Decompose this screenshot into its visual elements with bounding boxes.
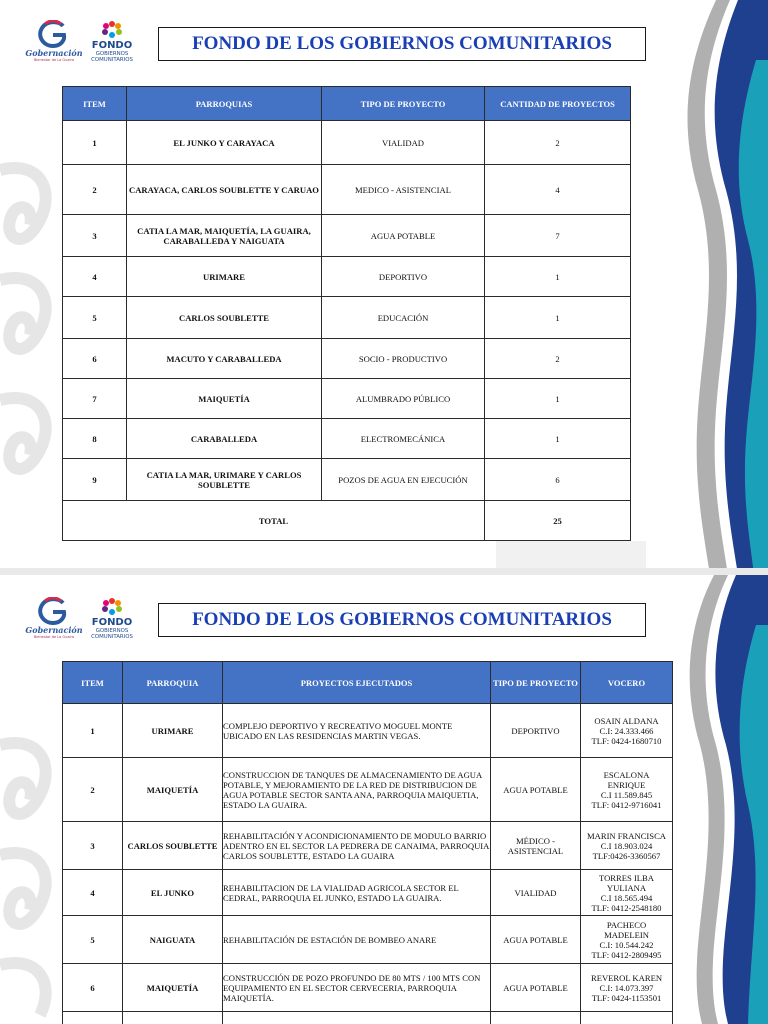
slide-2 [0, 575, 768, 1024]
vocero-cell: ESCALONA ENRIQUE C.I 11.589.845 TLF: 0412-9716041 [581, 758, 673, 822]
table-row: 3 CATIA LA MAR, MAIQUETÍA, LA GUAIRA, CARABALLEDA Y NAIGUATA AGUA POTABLE 7 [63, 215, 631, 257]
header-proyectos: PROYECTOS EJECUTADOS [223, 662, 491, 704]
executed-projects-table [62, 661, 673, 1024]
table-row: 5 NAIGUATA REHABILITACIÓN DE ESTACIÓN DE BOMBEO ANARE AGUA POTABLE PACHECO MADELEIN C.I: 10.544.242 TLF: 0412-2809495 [63, 916, 673, 964]
flower-logo-icon [99, 597, 125, 617]
header-item: ITEM [63, 87, 127, 121]
header-item: ITEM [63, 662, 123, 704]
table-header-row [63, 87, 631, 121]
table-row: 2 MAIQUETÍA CONSTRUCCION DE TANQUES DE ALMACENAMIENTO DE AGUA POTABLE, Y MEJORAMIENTO DE LA RED DE DISTRIBUCION DE AGUA POTABLE SECTOR SANTA ANA, PARROQUIA MAIQUETIA, ESTADO LA GUAIRA. AGUA POTABLE ESCALONA ENRIQUE C.I 11.589.845 TLF: 0412-9716041 [63, 758, 673, 822]
projects-summary-table [62, 86, 631, 541]
table-row: 2 CARAYACA, CARLOS SOUBLETTE Y CARUAO MEDICO - ASISTENCIAL 4 [63, 165, 631, 215]
gobernacion-subtext: Bienestar de La Guaira [33, 58, 75, 62]
header-parroquia: PARROQUIA [123, 662, 223, 704]
header-tipo: TIPO DE PROYECTO [491, 662, 581, 704]
table-row: 3 CARLOS SOUBLETTE REHABILITACIÓN Y ACONDICIONAMIENTO DE MODULO BARRIO ADENTRO EN EL SECTOR LA PEDRERA DE CANAIMA, PARROQUIA CARLOS SOUBLETTE, ESTADO LA GUAIRA MÉDICO - ASISTENCIAL MARIN FRANCISCA C.I 18.903.024 TLF:0426-3360567 [63, 822, 673, 870]
vocero-cell: TORRES ILBA YULIANA C.I 18.565.494 TLF: 0412-2548180 [581, 870, 673, 916]
fondo-text: FONDO [91, 40, 133, 51]
header-cantidad: CANTIDAD DE PROYECTOS [485, 87, 631, 121]
table-row: 6 MACUTO Y CARABALLEDA SOCIO - PRODUCTIVO 2 [63, 339, 631, 379]
gobernacion-text: Gobernación [25, 625, 83, 635]
gobernacion-subtext: Bienestar de La Guaira [33, 635, 75, 639]
table-total-row [63, 501, 631, 541]
total-value: 25 [485, 501, 631, 541]
gobernacion-logo [24, 20, 84, 64]
table-row-partial [63, 1012, 673, 1024]
fondo-subtext: GOBIERNOS COMUNITARIOS [91, 628, 133, 640]
table-row: 9 CATIA LA MAR, URIMARE Y CARLOS SOUBLETTE POZOS DE AGUA EN EJECUCIÓN 6 [63, 459, 631, 501]
table-row: 6 MAIQUETÍA CONSTRUCCIÓN DE POZO PROFUNDO DE 80 MTS / 100 MTS CON EQUIPAMIENTO EN EL SECTOR CERVECERIA, PARROQUIA MAIQUETÍA. AGUA POTABLE REVEROL KAREN C.I: 14.073.397 TLF: 0424-1153501 [63, 964, 673, 1012]
header-parroquias: PARROQUIAS [127, 87, 322, 121]
table-row: 1 URIMARE COMPLEJO DEPORTIVO Y RECREATIVO MOGUEL MONTE UBICADO EN LAS RESIDENCIAS MARTIN VEGAS. DEPORTIVO OSAIN ALDANA C.I: 24.333.466 TLF: 0424-1680710 [63, 704, 673, 758]
gobernacion-text: Gobernación [25, 48, 83, 58]
vocero-cell: PACHECO MADELEIN C.I: 10.544.242 TLF: 0412-2809495 [581, 916, 673, 964]
fondo-logo [90, 20, 134, 70]
table-row: 5 CARLOS SOUBLETTE EDUCACIÓN 1 [63, 297, 631, 339]
table-row: 4 URIMARE DEPORTIVO 1 [63, 257, 631, 297]
vocero-cell: OSAIN ALDANA C.I: 24.333.466 TLF: 0424-1680710 [581, 704, 673, 758]
table-row: 8 CARABALLEDA ELECTROMECÁNICA 1 [63, 419, 631, 459]
g-logo-icon [37, 20, 69, 48]
wave-decoration [658, 575, 768, 1024]
wave-decoration [658, 0, 768, 575]
fondo-text: FONDO [91, 617, 133, 628]
table-header-row [63, 662, 673, 704]
table-row: 4 EL JUNKO REHABILITACION DE LA VIALIDAD AGRICOLA SECTOR EL CEDRAL, PARROQUIA EL JUNKO, ESTADO LA GUAIRA. VIALIDAD TORRES ILBA YULIANA C.I 18.565.494 TLF: 0412-2548180 [63, 870, 673, 916]
vocero-cell: MARIN FRANCISCA C.I 18.903.024 TLF:0426-3360567 [581, 822, 673, 870]
total-label: TOTAL [63, 501, 485, 541]
page-title: FONDO DE LOS GOBIERNOS COMUNITARIOS [158, 603, 646, 637]
table-row: 1 EL JUNKO Y CARAYACA VIALIDAD 2 [63, 121, 631, 165]
fondo-subtext: GOBIERNOS COMUNITARIOS [91, 51, 133, 63]
flower-logo-icon [99, 20, 125, 40]
gray-placeholder-box [496, 541, 646, 568]
header-vocero: VOCERO [581, 662, 673, 704]
swirl-decoration [0, 725, 60, 1024]
page-title: FONDO DE LOS GOBIERNOS COMUNITARIOS [158, 27, 646, 61]
swirl-decoration [0, 150, 60, 490]
header-tipo: TIPO DE PROYECTO [322, 87, 485, 121]
fondo-logo [90, 597, 134, 647]
table-row: 7 MAIQUETÍA ALUMBRADO PÚBLICO 1 [63, 379, 631, 419]
vocero-cell: REVEROL KAREN C.I: 14.073.397 TLF: 0424-1153501 [581, 964, 673, 1012]
g-logo-icon [37, 597, 69, 625]
gobernacion-logo [24, 597, 84, 641]
